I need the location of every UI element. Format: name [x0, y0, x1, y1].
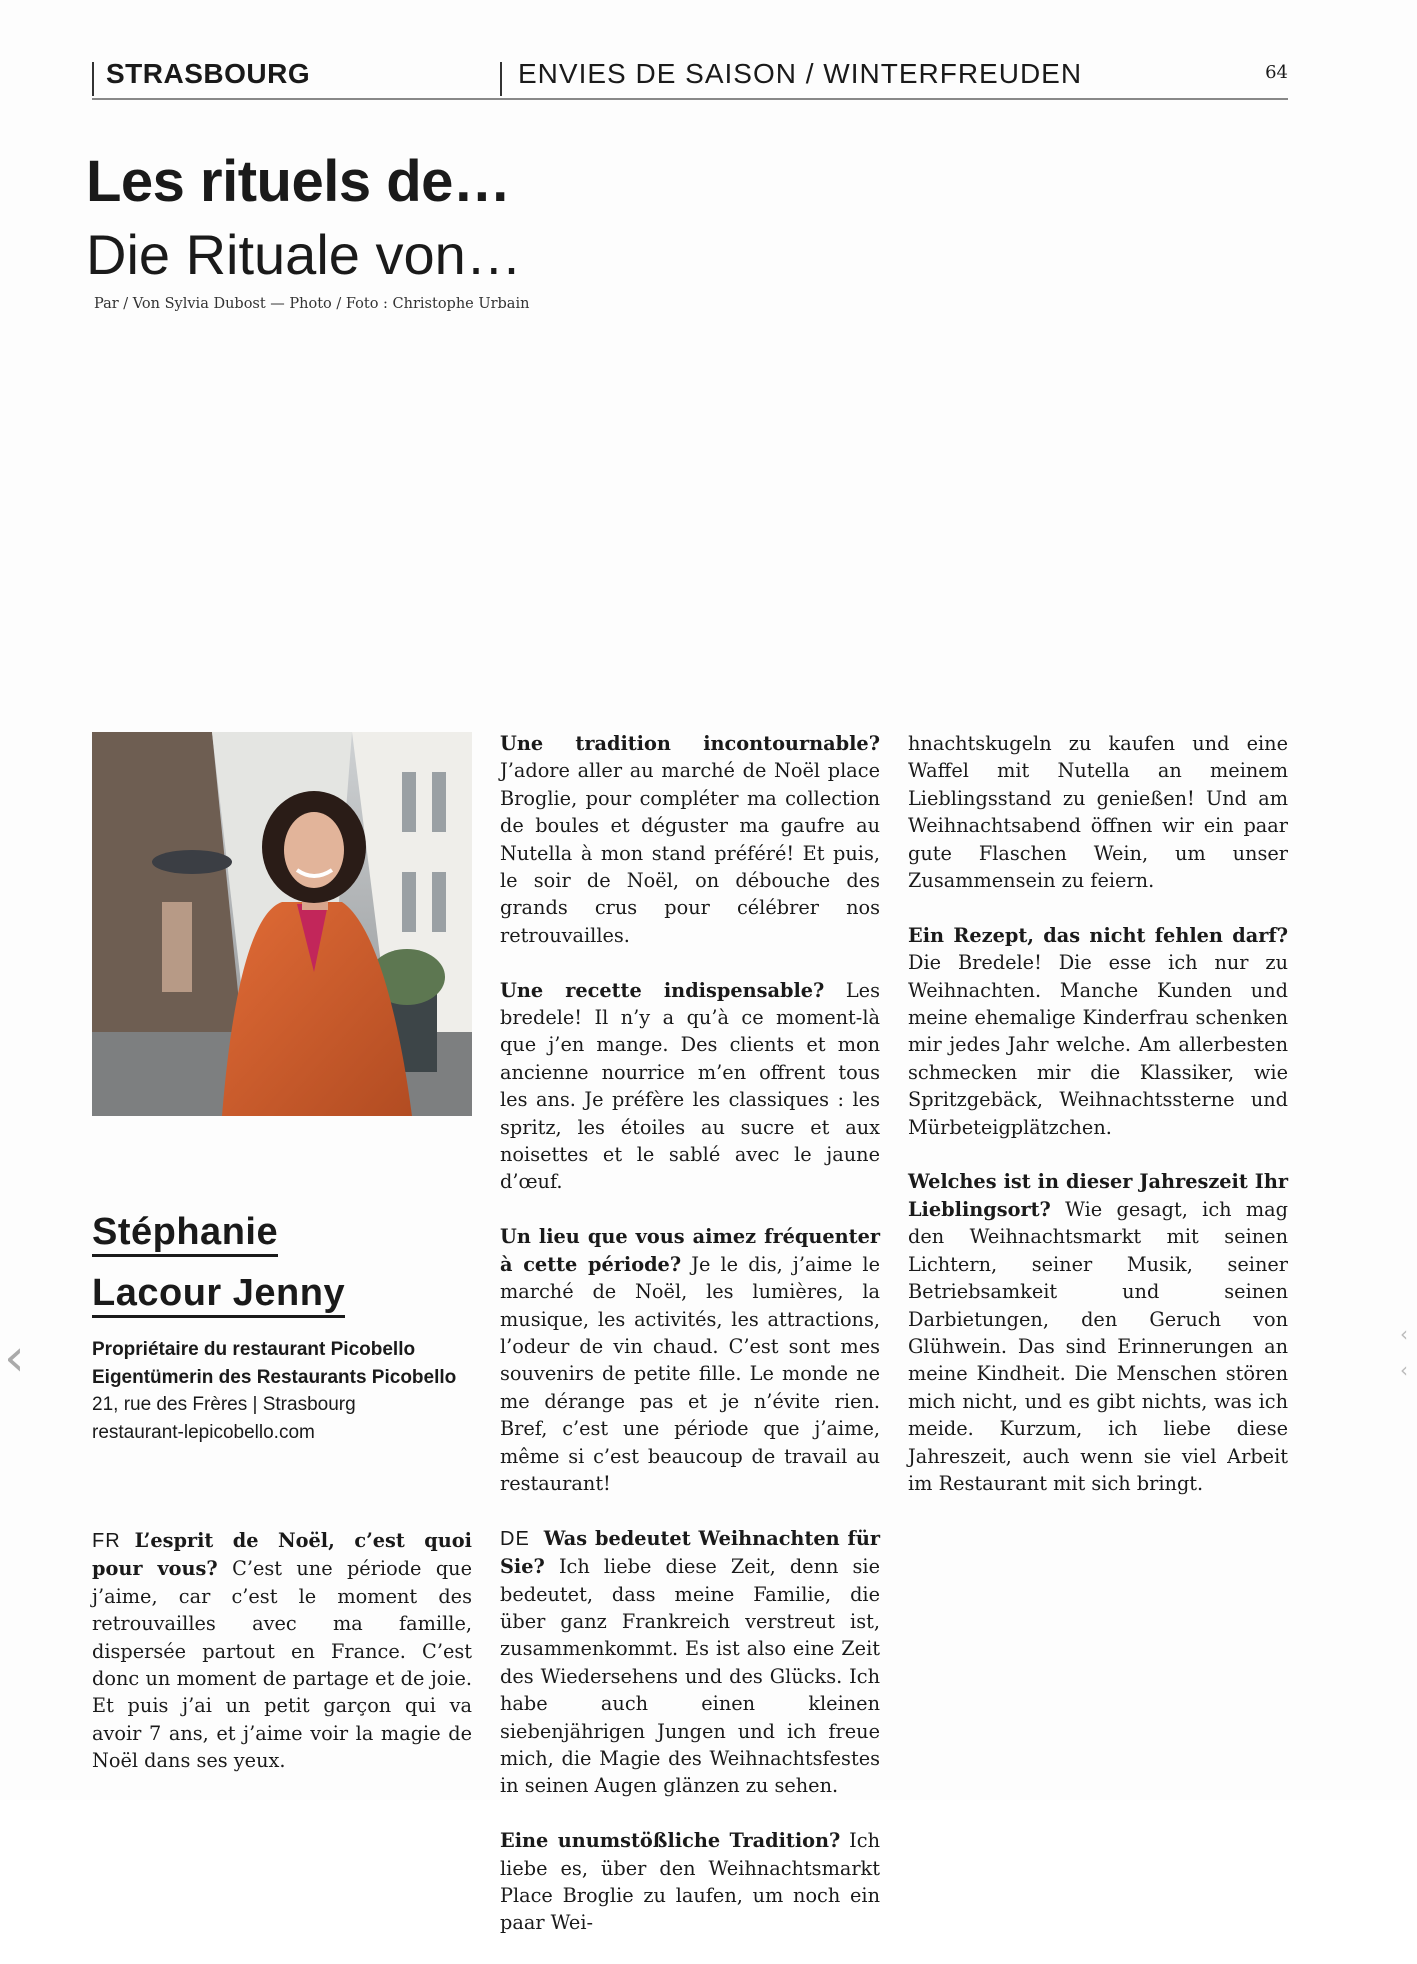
header-divider: [92, 62, 94, 96]
answer: Ich liebe diese Zeit, denn sie bedeutet, dass meine Familie, die über ganz Frankreich verstreut ist, zusammenkommt. Es ist also eine Zeit des Wiedersehens und des Glücks. Ich habe auch einen kleinen siebenjährigen Jungen und ich freue mich, die Magie des Weihnachtsfestes in seinen Augen glänzen zu sehen.: [500, 1555, 880, 1798]
answer: Die Bredele! Die esse ich nur zu Weihnachten. Manche Kunden und meine ehemalige Kinderfrau schenken mir jedes Jahr welche. Am allerbesten schmecken mir die Klassiker, wie Spritzgebäck, Weihnachtssterne und Mürbeteigplätzchen.: [908, 951, 1288, 1139]
question: Une tradition incontournable?: [500, 732, 880, 755]
header-divider: [500, 62, 502, 96]
chevron-left-small-icon[interactable]: ‹: [1400, 1358, 1408, 1382]
question: Un lieu que vous aimez fréquenter à cette période?: [500, 1225, 880, 1276]
paragraph: [908, 730, 1288, 894]
person-name-line1: Stéphanie: [92, 1210, 278, 1257]
question: Was bedeutet Weihnachten für Sie?: [500, 1526, 880, 1579]
question: Eine unumstößliche Tradition?: [500, 1829, 841, 1853]
lang-tag-fr: FR: [92, 1530, 121, 1552]
paragraph: [500, 1223, 880, 1497]
website: restaurant-lepicobello.com: [92, 1421, 315, 1443]
answer: Les bredele! Il n’y a qu’à ce moment-là que j’en mange. Des clients et mon ancienne nourrice m’en offrent tous les ans. Je préfère les classiques : les spritz, les étoiles au sucre et aux noisettes et le sablé avec le jaune d’œuf.: [500, 978, 880, 1194]
answer: Je le dis, j’aime le marché de Noël, les lumières, la musique, les activités, les attractions, l’odeur de vin chaud. C’est sont mes souvenirs de petite fille. Le monde ne me dérange pas et je n’évite rien. Bref, c’est une période que j’aime, même si c’est beaucoup de travail au restaurant!: [500, 1252, 880, 1495]
answer: C’est une période que j’aime, car c’est le moment des retrouvailles avec ma famille, dispersée partout en France. C’est donc un moment de partage et de joie. Et puis j’ai un petit garçon qui va avoir 7 ans, et j’aime voir la magie de Noël dans ses yeux.: [92, 1557, 472, 1773]
address: 21, rue des Frères | Strasbourg: [92, 1394, 356, 1415]
question: Welches ist in dieser Jahreszeit Ihr Lieblingsort?: [908, 1170, 1288, 1221]
paragraph: [908, 922, 1288, 1141]
person-name-line2: Lacour Jenny: [92, 1271, 345, 1318]
byline: Par / Von Sylvia Dubost — Photo / Foto : Christophe Urbain: [94, 296, 530, 312]
header-rubric: ENVIES DE SAISON / WINTERFREUDEN: [518, 58, 1083, 89]
person-name: [92, 1205, 345, 1327]
paragraph: [500, 1827, 880, 1937]
answer: Ich liebe es, über den Weihnachtsmarkt Place Broglie zu laufen, um noch ein paar Wei-: [500, 1829, 880, 1935]
column-2: [500, 730, 880, 1964]
answer: hnachtskugeln zu kaufen und eine Waffel mit Nutella an meinem Lieblingsstand zu genießen! Und am Weihnachtsabend öffnen wir ein paar gute Flaschen Wein, um unser Zusammensein zu feiern.: [908, 732, 1288, 893]
chevron-left-small-icon[interactable]: ‹: [1400, 1322, 1408, 1346]
page-number: 64: [1265, 62, 1288, 83]
chevron-left-icon[interactable]: ‹: [4, 1328, 25, 1388]
header-section: STRASBOURG: [106, 58, 311, 89]
lang-tag-de: DE: [500, 1527, 530, 1550]
paragraph: [908, 1168, 1288, 1497]
title-french: Les rituels de…: [86, 149, 511, 214]
paragraph: [500, 730, 880, 949]
column-1: [92, 1527, 472, 1802]
paragraph: [500, 1525, 880, 1800]
portrait-photo: [92, 732, 472, 1116]
paragraph: [92, 1527, 472, 1775]
paragraph: [500, 977, 880, 1196]
title-german: Die Rituale von…: [86, 223, 522, 286]
question: L’esprit de Noël, c’est quoi pour vous?: [92, 1529, 472, 1581]
answer: J’adore aller au marché de Noël place Broglie, pour compléter ma collection de boules et déguster ma gaufre au Nutella à mon stand préféré! Et puis, le soir de Noël, on débouche des grands crus pour célébrer nos retrouvailles.: [500, 759, 880, 947]
question: Ein Rezept, das nicht fehlen darf?: [908, 923, 1288, 947]
person-info: [92, 1336, 456, 1446]
page-header: [92, 52, 1288, 100]
question: Une recette indispensable?: [500, 978, 825, 1002]
role-german: Eigentümerin des Restaurants Picobello: [92, 1366, 457, 1388]
answer: Wie gesagt, ich mag den Weihnachtsmarkt mit seinen Lichtern, seiner Musik, seiner Betriebsamkeit und seinen Darbietungen, den Geruch von Glühwein. Das sind Erinnerungen an meine Kindheit. Die Menschen stören mich nicht, und es gibt nichts, was ich meide. Kurzum, ich liebe diese Jahreszeit, auch wenn sie viel Arbeit im Restaurant mit sich bringt.: [908, 1197, 1288, 1495]
column-3: [908, 730, 1288, 1525]
role-french: Propriétaire du restaurant Picobello: [92, 1339, 416, 1360]
